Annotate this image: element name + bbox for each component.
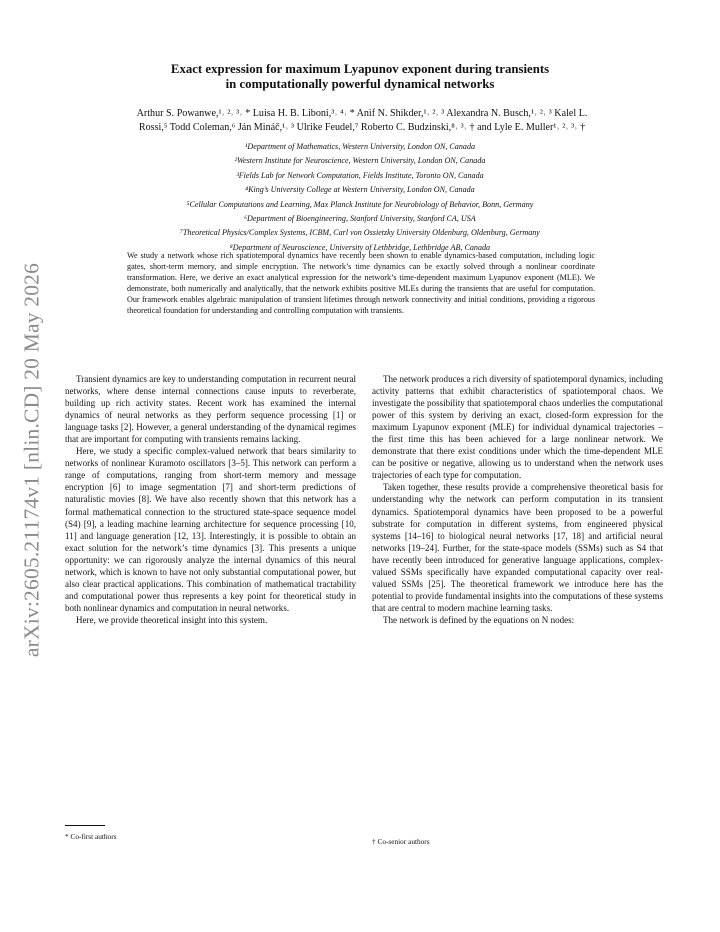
- footnote-co-senior: † Co-senior authors: [372, 837, 430, 846]
- author-list: [78, 107, 646, 134]
- affiliation-1: ¹Department of Mathematics, Western University, London ON, Canada: [244, 142, 476, 151]
- paragraph: Here, we study a specific complex-valued network that bears similarity to networks of nonlinear Kuramoto oscillators [3–5]. This network can perform a range of computations, ranging from short-term memory and message encryption [6] to image segmentation [7] and short-term predictions of naturalistic movies [8]. We have also recently shown that this network has a formal mathematical connection to the structured state-space sequence model (S4) [9], a leading machine learning architecture for sequence processing [10, 11] and language generation [12, 13]. Interestingly, it is possible to obtain an exact solution for the network’s time dynamics [3]. This presents a unique opportunity: we can rigorously analyze the internal dynamics of this neural network, which is known to have not only substantial computational power, but also clear practical applications. This combination of mathematical tractability and computational power thus represents a key point for theoretical study in both nonlinear dynamics and computation in neural networks.: [65, 446, 356, 613]
- body-column-right: [372, 373, 663, 626]
- paragraph: Transient dynamics are key to understanding computation in recurrent neural networks, where dense internal connections cause inputs to reverberate, building up rich activity states. Recent work has examined the internal dynamics of neural networks as they perform sequence processing [1] or language tasks [2]. However, a general understanding of the dynamical regimes that are important for computing with transients remains lacking.: [65, 374, 356, 445]
- affiliations: [60, 140, 660, 255]
- affiliation-5: ⁵Cellular Computations and Learning, Max Planck Institute for Neurobiology of Behavior, Bonn, Germany: [186, 199, 534, 209]
- title-line-1: Exact expression for maximum Lyapunov exponent during transients: [170, 62, 550, 76]
- arxiv-stamp: [12, 235, 52, 685]
- affiliation-7: ⁷Theoretical Physics/Complex Systems, ICBM, Carl von Ossietzky University Oldenburg, Oldenburg, Germany: [180, 228, 540, 238]
- affiliation-4: ⁴King’s University College at Western University, London ON, Canada: [245, 185, 475, 195]
- affiliation-2: ²Western Institute for Neuroscience, Western University, London ON, Canada: [234, 156, 486, 166]
- body-column-left: [65, 373, 356, 626]
- arxiv-stamp-text: arXiv:2605.21174v1 [nlin.CD] 20 May 2026: [19, 262, 44, 658]
- paragraph: Taken together, these results provide a comprehensive theoretical basis for understanding why the network can perform computation in its transient dynamics. Spatiotemporal dynamics have been proposed to be a powerful substrate for computation in different systems, from engineered physical systems [14–16] to biological neural networks [17, 18] and artificial neural networks [19–24]. Further, for the state-space models (SSMs) such as S4 that have recently been introduced for generative language applications, complex-valued SSMs specifically have expanded computational capacity over real-valued SSMs [25]. The theoretical framework we introduce here has the potential to provide fundamental insights into the computations of these systems that are central to modern machine learning tasks.: [372, 482, 663, 613]
- affiliation-8: ⁸Department of Neuroscience, University of Lethbridge, Lethbridge AB, Canada: [229, 242, 491, 252]
- title-line-2: in computationally powerful dynamical networks: [225, 77, 495, 91]
- abstract: We study a network whose rich spatiotemporal dynamics have recently been shown to enable dynamics-based computation, including logic gates, short-term memory, and simple encryption. The network’s time dynamics can be exactly solved through a nonlinear coordinate transformation. Here, we derive an exact analytical expression for the network’s time-dependent maximum Lyapunov exponent (MLE). We demonstrate, both numerically and analytically, that the network exhibits positive MLEs during the transients that are useful for computation. Our framework enables algebraic manipulation of transient lifetimes through network connectivity and initial conditions, providing a rigorous theoretical foundation for understanding and controlling computation with transients.: [127, 251, 595, 316]
- footnote-co-first: * Co-first authors: [65, 832, 117, 841]
- affiliation-6: ⁶Department of Bioengineering, Stanford University, Stanford CA, USA: [244, 214, 476, 224]
- paragraph: The network is defined by the equations on N nodes:: [383, 614, 575, 625]
- paragraph: Here, we provide theoretical insight into this system.: [76, 614, 268, 625]
- authors-line-2: Rossi,⁵ Todd Coleman,⁶ Ján Mináč,¹˒ ³ Ulrike Feudel,⁷ Roberto C. Budzinski,⁸˒ ³˒ † and Lyle E. Muller¹˒ ²˒ ³˒ †: [138, 121, 586, 133]
- paper-title: [110, 62, 610, 92]
- footnote-rule: [65, 825, 105, 826]
- paragraph: The network produces a rich diversity of spatiotemporal dynamics, including activity patterns that exhibit characteristics of spatiotemporal chaos. We investigate the possibility that spatiotemporal chaos underlies the computational power of this system by deriving an exact, closed-form expression for the maximum Lyapunov exponent (MLE) for individual dynamical trajectories – the first time this has been achieved for a large nonlinear network. We demonstrate that there exist conditions under which the time-dependent MLE can be positive or negative, allowing us to understand when the network uses trajectories of each type for computation.: [372, 374, 663, 481]
- authors-line-1: Arthur S. Powanwe,¹˒ ²˒ ³˒ * Luisa H. B. Liboni,³˒ ⁴˒ * Anif N. Shikder,¹˒ ²˒ ³ Alexandra N. Busch,¹˒ ²˒ ³ Kalel L.: [136, 108, 588, 119]
- affiliation-3: ³Fields Lab for Network Computation, Fields Institute, Toronto ON, Canada: [236, 170, 484, 180]
